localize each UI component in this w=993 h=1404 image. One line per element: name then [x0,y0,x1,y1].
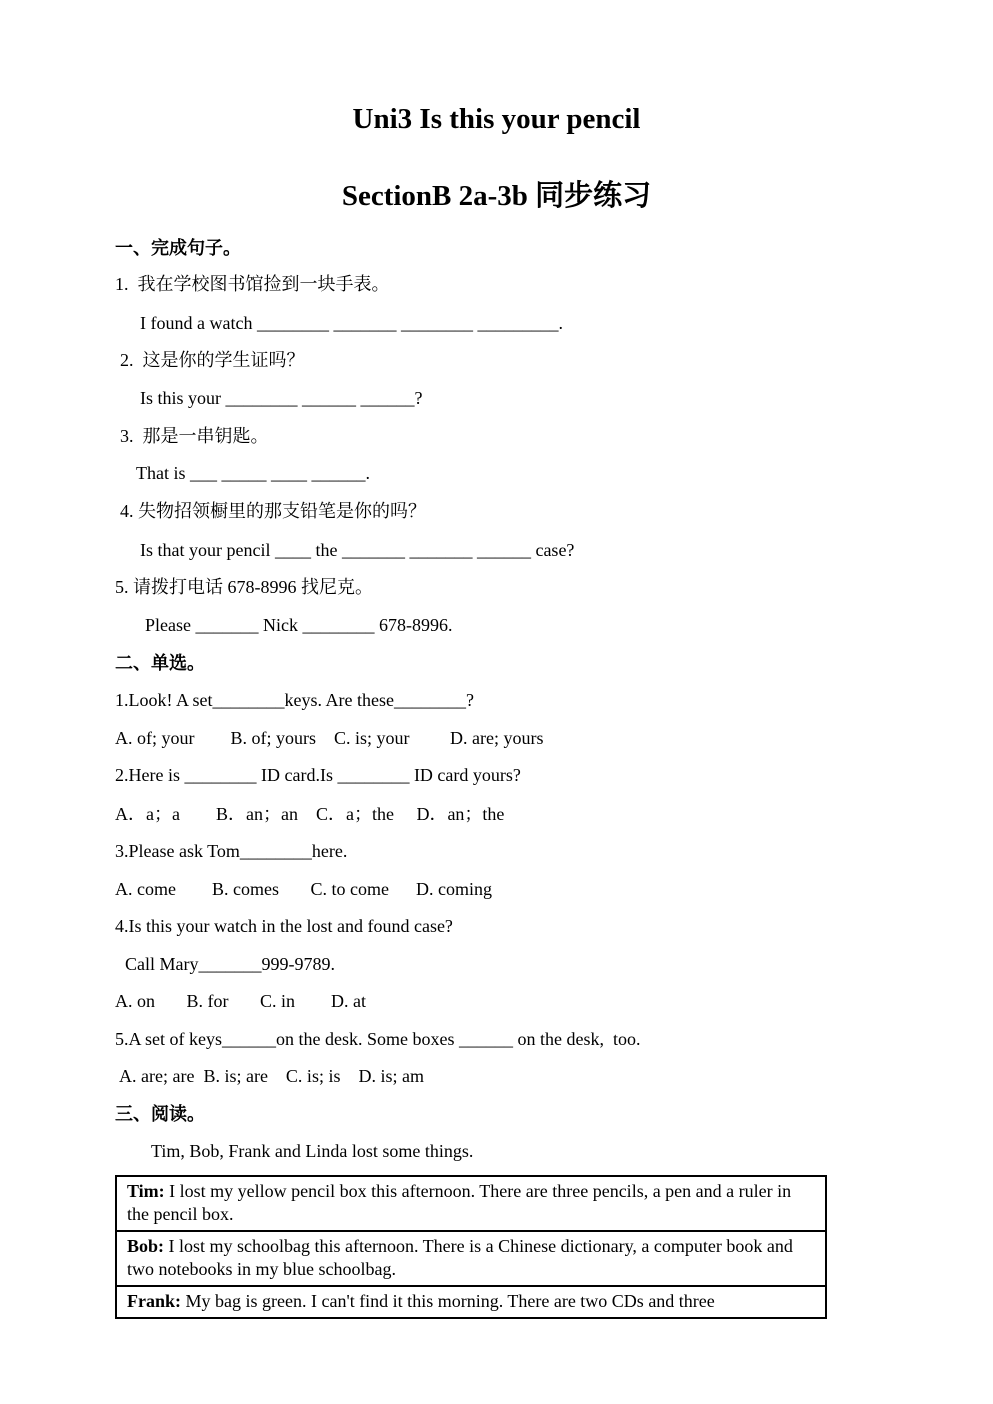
speaker-name: Frank: [127,1291,181,1311]
speaker-text: I lost my schoolbag this afternoon. There is a Chinese dictionary, a computer book and two notebooks in my blue schoolbag. [127,1236,793,1279]
s1-q1-en: I found a watch ________ _______ ________ _________. [140,313,563,333]
reading-intro: Tim, Bob, Frank and Linda lost some things. [151,1141,474,1161]
s1-q3-en: That is ___ _____ ____ ______. [136,463,370,483]
section3-heading: 三、阅读。 [115,1104,205,1124]
speaker-name: Bob: [127,1236,165,1256]
speaker-text: My bag is green. I can't find it this morning. There are two CDs and three [181,1291,715,1311]
s1-q4-en: Is that your pencil ____ the _______ _______ ______ case? [140,540,575,560]
section2-heading: 二、单选。 [115,653,205,673]
s1-q4-cn: 4. 失物招领橱里的那支铅笔是你的吗？ [120,501,426,521]
s1-q2-en: Is this your ________ ______ ______? [140,388,423,408]
s2-q2: 2.Here is ________ ID card.Is ________ ID card yours? [115,765,521,785]
reading-cell-tim [116,1176,826,1231]
s1-q1-cn: 1. 我在学校图书馆捡到一块手表。 [115,274,390,294]
page-subtitle: SectionB 2a-3b 同步练习 [341,180,652,212]
s2-q5: 5.A set of keys______on the desk. Some boxes ______ on the desk, too. [115,1029,641,1049]
speaker-text: I lost my yellow pencil box this afternoon. There are three pencils, a pen and a ruler in the pencil box. [127,1181,792,1224]
s2-q4-line2: Call Mary_______999-9789. [125,954,335,974]
table-row [116,1286,826,1318]
s2-q3: 3.Please ask Tom________here. [115,841,348,861]
reading-cell-frank [116,1286,826,1318]
s2-q3-options: A. come B. comes C. to come D. coming [115,879,492,899]
page-title: Uni3 Is this your pencil [352,103,641,135]
reading-table [115,1175,827,1319]
section1-heading: 一、完成句子。 [115,238,241,258]
s2-q2-options: A．a；a B．an；an C．a；the D．an；the [115,804,505,824]
reading-cell-bob [116,1231,826,1286]
table-row [116,1176,826,1231]
s2-q1-options: A. of; your B. of; yours C. is; your D. are; yours [115,728,544,748]
s2-q4: 4.Is this your watch in the lost and found case? [115,916,453,936]
s1-q3-cn: 3. 那是一串钥匙。 [120,426,269,446]
s1-q2-cn: 2. 这是你的学生证吗？ [120,350,305,370]
speaker-name: Tim: [127,1181,165,1201]
s2-q1: 1.Look! A set________keys. Are these________? [115,690,474,710]
s2-q4-options: A. on B. for C. in D. at [115,991,366,1011]
s1-q5-en: Please _______ Nick ________ 678-8996. [145,615,453,635]
table-row [116,1231,826,1286]
s1-q5-cn: 5. 请拨打电话 678-8996 找尼克。 [115,577,373,597]
s2-q5-options: A. are; are B. is; are C. is; is D. is; am [119,1066,424,1086]
